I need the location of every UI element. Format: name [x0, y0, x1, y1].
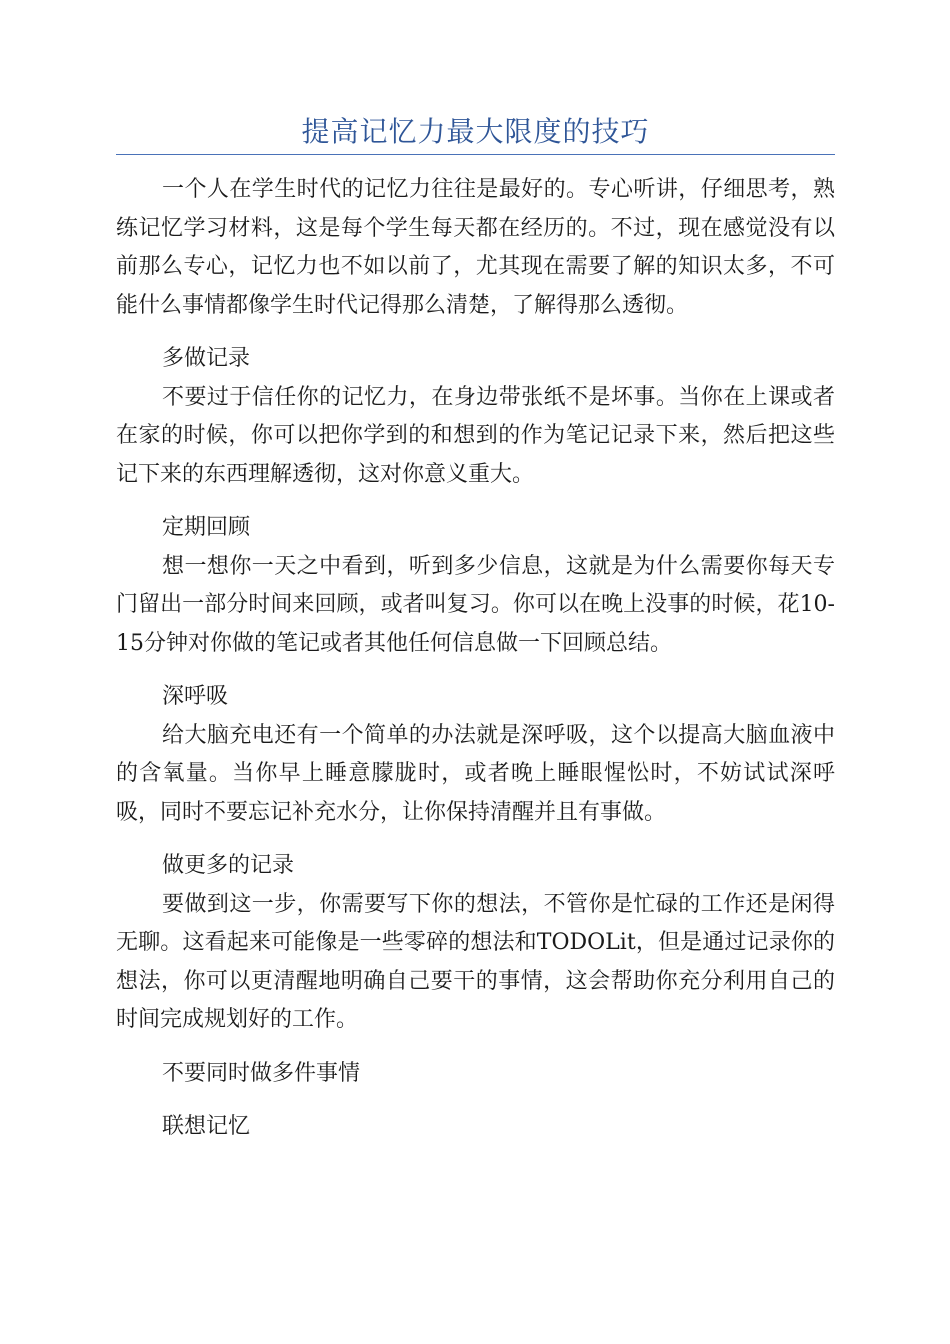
section-heading: 多做记录: [162, 346, 251, 371]
document-title: 提高记忆力最大限度的技巧: [301, 115, 650, 148]
paragraph: 不要过于信任你的记忆力，在身边带张纸不是坏事。当你在上课或者在家的时候，你可以把你学到的和想到的作为笔记记录下来，然后把这些记下来的东西理解透彻，这对你意义重大。: [116, 384, 835, 487]
title-underline: [116, 154, 835, 155]
paragraph: 给大脑充电还有一个简单的办法就是深呼吸，这个以提高大脑血液中的含氧量。当你早上睡意朦胧时，或者晚上睡眼惺忪时，不妨试试深呼吸，同时不要忘记补充水分，让你保持清醒并且有事做。: [116, 722, 835, 825]
section-heading: 联想记忆: [162, 1114, 251, 1139]
paragraph: 要做到这一步，你需要写下你的想法，不管你是忙碌的工作还是闲得无聊。这看起来可能像是一些零碎的想法和TODOLit，但是通过记录你的想法，你可以更清醒地明确自己要干的事情，这会帮助你充分利用自己的时间完成规划好的工作。: [116, 891, 835, 1032]
section-heading: 定期回顾: [162, 515, 251, 540]
paragraph: 想一想你一天之中看到，听到多少信息，这就是为什么需要你每天专门留出一部分时间来回顾，或者叫复习。你可以在晚上没事的时候，花10-15分钟对你做的笔记或者其他任何信息做一下回顾总结。: [116, 553, 835, 656]
section-heading: 深呼吸: [162, 684, 229, 709]
document-body: [116, 171, 835, 1147]
section-heading: 做更多的记录: [162, 853, 295, 878]
paragraph-intro: 一个人在学生时代的记忆力往往是最好的。专心听讲，仔细思考，熟练记忆学习材料，这是每个学生每天都在经历的。不过，现在感觉没有以前那么专心，记忆力也不如以前了，尤其现在需要了解的知识太多，不可能什么事情都像学生时代记得那么清楚，了解得那么透彻。: [116, 177, 835, 318]
section-heading: 不要同时做多件事情: [162, 1060, 361, 1086]
